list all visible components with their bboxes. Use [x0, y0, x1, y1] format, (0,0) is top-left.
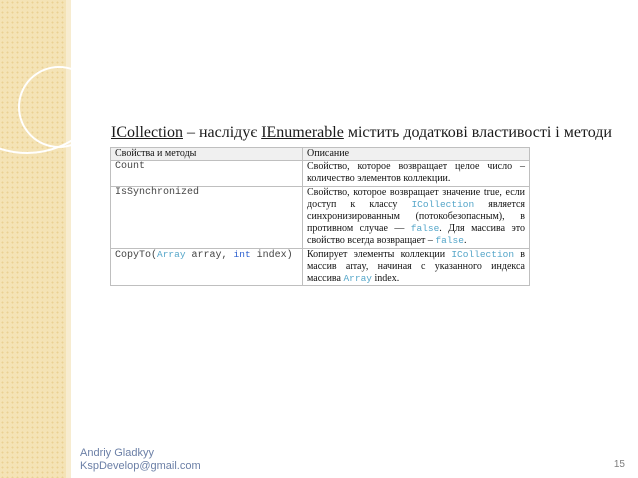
member-description — [303, 186, 530, 248]
heading-term: ICollection — [111, 124, 183, 141]
member-name: Count — [111, 161, 303, 186]
desc-class-name: Array — [343, 273, 372, 285]
desc-class-name: ICollection — [451, 248, 515, 260]
header-members: Свойства и методы — [111, 148, 303, 161]
desc-text: является синхронизированным (потокобезопасным), в противном случае — — [307, 198, 526, 235]
slide-heading — [111, 124, 631, 142]
header-description: Описание — [303, 148, 530, 161]
desc-keyword: false — [410, 223, 440, 235]
table-row — [111, 186, 530, 248]
table-header-row — [111, 148, 530, 161]
desc-text: Копирует элементы коллекции — [307, 248, 452, 260]
desc-class-name: ICollection — [411, 198, 475, 210]
heading-parent-interface: IEnumerable — [261, 124, 344, 141]
code-keyword: int — [233, 248, 251, 260]
desc-keyword: false — [435, 235, 464, 247]
desc-text: index. — [371, 273, 400, 285]
code-text: CopyTo( — [115, 249, 158, 261]
author-email: KspDevelop@gmail.com — [80, 460, 201, 472]
code-type: Array — [157, 248, 186, 260]
member-description — [303, 248, 530, 286]
member-description: Свойство, которое возвращает целое число – количество элементов коллекции. — [303, 161, 530, 186]
desc-text: . Для массива это свойство всегда возвращает – — [307, 223, 525, 247]
desc-text: Свойство, которое возвращает значение true, если доступ к классу — [307, 186, 525, 210]
table-row — [111, 248, 530, 286]
footer-author-block — [80, 447, 201, 473]
table-row — [111, 161, 530, 186]
page-number: 15 — [613, 459, 625, 470]
desc-text: . — [463, 235, 467, 247]
desc-text: в массив array, начиная с указанного индекса массива — [307, 248, 525, 285]
code-text: array, — [185, 249, 234, 261]
member-name — [111, 248, 303, 286]
heading-rest: містить додаткові властивості і методи — [343, 124, 612, 141]
member-name: IsSynchronized — [111, 186, 303, 248]
members-table — [110, 147, 530, 286]
code-text: index) — [250, 249, 293, 261]
decorative-circle-small — [18, 66, 100, 148]
heading-connector: – наслідує — [182, 124, 262, 141]
author-name: Andriy Gladkyy — [80, 447, 154, 459]
